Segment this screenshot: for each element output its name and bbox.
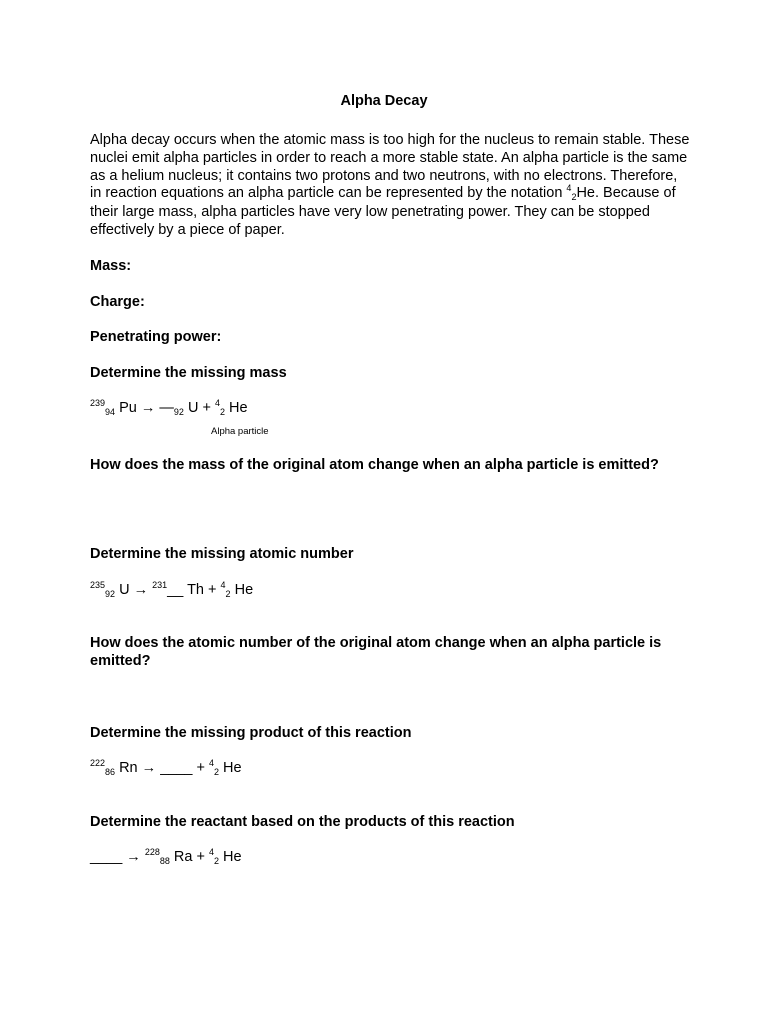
q3-reactant-mass: 235: [90, 580, 106, 590]
q1-plus: +: [202, 400, 211, 416]
q1-blank: —: [159, 400, 174, 416]
q5-he-mass: 4: [208, 758, 214, 768]
intro-paragraph: [90, 132, 690, 240]
q5-reactant-symbol: Rn: [119, 760, 138, 776]
q5-plus: +: [196, 760, 205, 776]
q3-heading: Determine the missing atomic number: [90, 546, 354, 562]
q3-he-mass: 4: [220, 580, 226, 590]
q3-product-mass: 231: [152, 580, 168, 590]
q3-reactant-atomic: 92: [105, 589, 116, 599]
q3-he-atomic: 2: [225, 589, 231, 599]
q3-blank: __: [167, 582, 184, 598]
q1-he-atomic: 2: [219, 407, 225, 417]
q6-heading: Determine the reactant based on the products of this reaction: [90, 814, 515, 830]
q6-plus: +: [196, 849, 205, 865]
q1-reactant-atomic: 94: [105, 407, 116, 417]
intro-text-1: Alpha decay occurs when the atomic mass is too high for the nucleus to remain stable. These nuclei emit alpha particles in order to reach a more stable state. An alpha particle is the same as a helium nucleus; it contains two protons and two neutrons, with no electrons. Therefore, in reaction equations an alpha particle can be represented by the notation: [90, 132, 690, 202]
q3-reactant-symbol: U: [119, 582, 130, 598]
q4-heading: How does the atomic number of the original atom change when an alpha particle is emitted?: [90, 635, 662, 669]
page-title: Alpha Decay: [340, 93, 428, 109]
notation-symbol: He: [576, 185, 595, 202]
notation-atomic: 2: [571, 192, 577, 203]
label-mass: Mass:: [90, 258, 132, 274]
q6-he-symbol: He: [223, 849, 242, 865]
label-penetrating-power: Penetrating power:: [90, 329, 222, 345]
q5-reactant-mass: 222: [90, 758, 106, 768]
q3-he-symbol: He: [234, 582, 254, 598]
q1-equation: [90, 400, 248, 416]
q1-he-symbol: He: [229, 400, 248, 416]
q1-reactant-symbol: Pu: [119, 400, 137, 416]
q3-equation: [90, 582, 253, 598]
q5-reactant-atomic: 86: [105, 767, 116, 777]
q6-blank: ____: [90, 849, 123, 865]
q5-he-atomic: 2: [214, 767, 220, 777]
q1-product-atomic: 92: [173, 407, 184, 417]
q1-alpha-note: Alpha particle: [211, 426, 269, 437]
q5-heading: Determine the missing product of this reaction: [90, 725, 412, 741]
q1-reactant-mass: 239: [90, 398, 106, 408]
q5-arrow: →: [141, 760, 157, 776]
q5-equation: [90, 760, 242, 776]
q1-product-symbol: U: [187, 400, 199, 416]
label-charge: Charge:: [90, 294, 145, 310]
q1-arrow: →: [140, 400, 156, 416]
q6-he-atomic: 2: [214, 856, 220, 866]
q2-heading: How does the mass of the original atom change when an alpha particle is emitted?: [90, 457, 659, 473]
q6-product-atomic: 88: [159, 856, 170, 866]
intro-text-2: . Because of their large mass, alpha particles have very low penetrating power. They can be stopped effectively by a piece of paper.: [90, 185, 676, 238]
q1-he-mass: 4: [214, 398, 220, 408]
q5-blank: ____: [160, 760, 193, 776]
q1-heading: Determine the missing mass: [90, 365, 287, 381]
q3-product-symbol: Th: [187, 582, 204, 598]
q6-product-mass: 228: [144, 847, 160, 857]
q3-plus: +: [208, 582, 217, 598]
q6-product-symbol: Ra: [173, 849, 193, 865]
q6-arrow: →: [126, 849, 141, 865]
q6-he-mass: 4: [208, 847, 214, 857]
notation-mass: 4: [566, 183, 572, 194]
q5-he-symbol: He: [223, 760, 242, 776]
q6-equation: [90, 849, 242, 865]
q3-arrow: →: [133, 582, 149, 598]
